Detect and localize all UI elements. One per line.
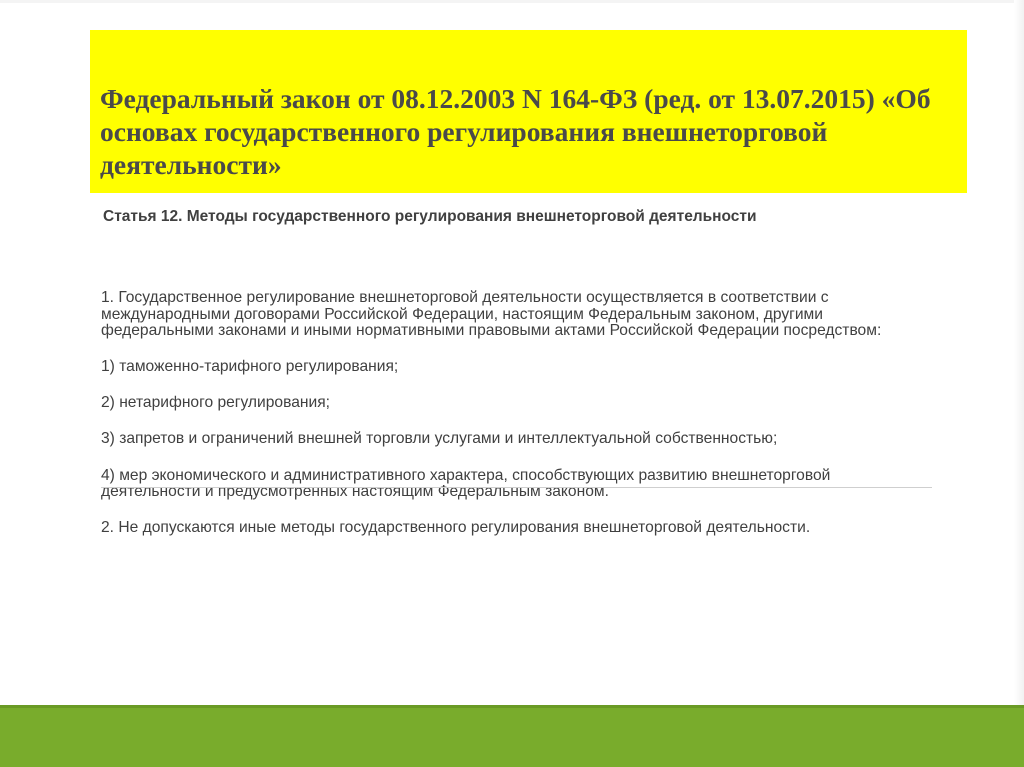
list-item-4: 4) мер экономического и административного характера, способствующих развитию внешнеторговой деятельности и предусмотренных настоящим Федеральным законом. (101, 466, 831, 501)
divider-line (101, 487, 932, 488)
top-stripe (0, 0, 1024, 3)
list-item-3: 3) запретов и ограничений внешней торговли услугами и интеллектуальной собственностью; (101, 430, 778, 448)
footer-bar (0, 705, 1024, 767)
slide-title: Федеральный закон от 08.12.2003 N 164-ФЗ (ред. от 13.07.2015) «Об основах государственного регулирования внешнеторговой деятельности» (100, 83, 931, 180)
list-item-1: 1) таможенно-тарифного регулирования; (101, 358, 399, 376)
title-box (90, 30, 967, 193)
right-edge-shadow (1014, 0, 1024, 705)
footer-top-line (0, 705, 1024, 708)
paragraph-2: 2. Не допускаются иные методы государственного регулирования внешнеторговой деятельности. (101, 519, 811, 537)
list-item-2: 2) нетарифного регулирования; (101, 394, 330, 412)
paragraph-1: 1. Государственное регулирование внешнеторговой деятельности осуществляется в соответствии с международными договорами Российской Федерации, настоящим Федеральным законом, другими федеральными законами и иными нормативными правовыми актами Российской Федерации посредством: (101, 289, 882, 340)
article-body (101, 290, 931, 556)
article-heading: Статья 12. Методы государственного регулирования внешнеторговой деятельности (103, 208, 757, 225)
